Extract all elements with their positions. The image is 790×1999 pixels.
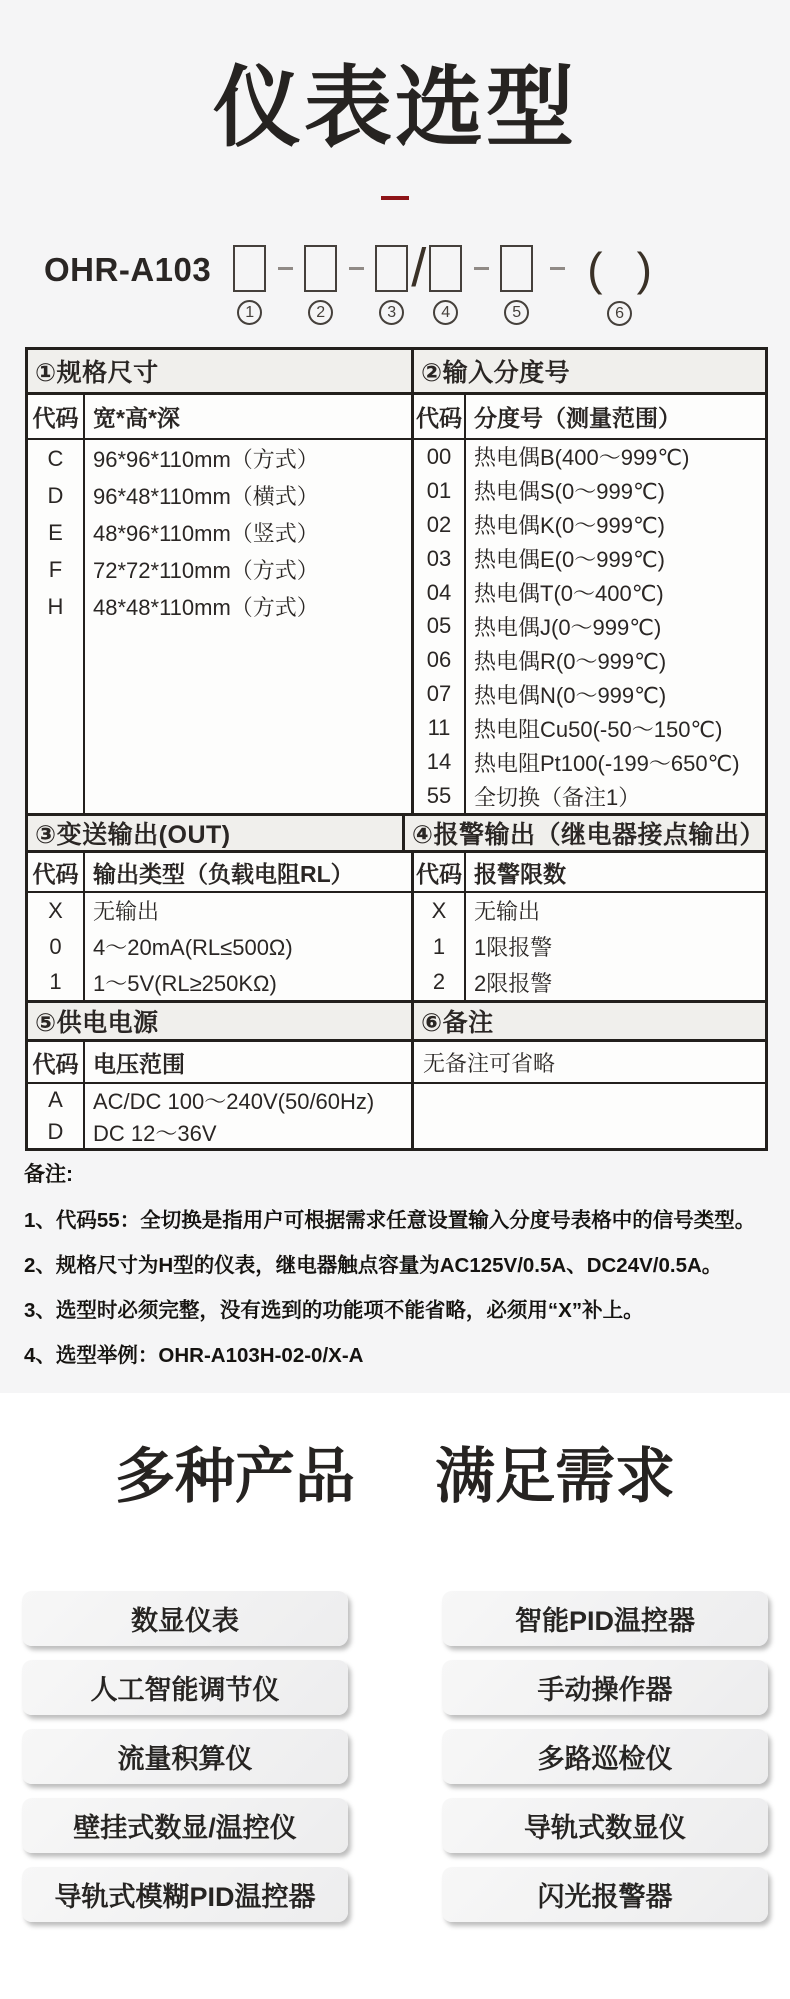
section-band-5-6 — [28, 1000, 765, 1042]
product-button[interactable]: 壁挂式数显/温控仪 — [22, 1798, 348, 1853]
code-header: 代码 — [414, 853, 466, 891]
model-unit-2 — [304, 245, 337, 325]
model-unit-3 — [375, 245, 408, 325]
desc-cell: 1～5V(RL≥250KΩ) — [93, 970, 277, 996]
column-header-row — [28, 853, 765, 893]
section-band-1-2 — [28, 350, 765, 395]
desc-cell: 1限报警 — [474, 935, 553, 960]
pane-spec-size — [28, 440, 411, 813]
desc-header: 报警限数 — [474, 860, 566, 887]
desc-cell: 无输出 — [474, 899, 541, 925]
code-cell: X — [48, 897, 63, 923]
products-section — [0, 1393, 790, 1999]
desc-column — [466, 440, 765, 813]
notes-block — [24, 1158, 772, 1368]
position-marker: 3 — [379, 300, 404, 325]
code-cell: 1 — [49, 969, 62, 995]
pane-transmit-output — [28, 893, 411, 1000]
position-marker: 4 — [433, 300, 458, 325]
code-cell: 55 — [426, 783, 452, 809]
data-row-area — [28, 440, 765, 813]
data-row-area — [28, 1084, 765, 1148]
product-button[interactable]: 数显仪表 — [22, 1591, 348, 1646]
desc-cell: 4～20mA(RL≤500Ω) — [93, 935, 293, 960]
product-button[interactable]: 智能PID温控器 — [442, 1591, 768, 1646]
notes-list — [24, 1203, 772, 1368]
section-title-6: ⑥备注 — [421, 1009, 494, 1037]
product-button[interactable]: 流量积算仪 — [22, 1729, 348, 1784]
desc-cell: 2限报警 — [474, 970, 553, 996]
accent-dash — [381, 196, 409, 200]
code-column — [28, 893, 85, 1000]
code-cell: E — [48, 519, 63, 545]
code-cell: 00 — [426, 443, 452, 469]
code-cell: D — [47, 1119, 64, 1144]
code-header: 代码 — [28, 1042, 85, 1082]
note-item: 2、规格尺寸为H型的仪表，继电器触点容量为AC125V/0.5A、DC24V/0.5A。 — [24, 1254, 723, 1277]
code-header: 代码 — [28, 853, 85, 891]
code-cell: 01 — [426, 477, 452, 503]
pane-input-graduation — [414, 440, 765, 813]
code-cell: 05 — [426, 613, 452, 639]
code-cell: H — [47, 593, 64, 619]
code-column — [414, 893, 466, 1000]
desc-cell: 48*48*110mm（方式） — [93, 595, 319, 620]
model-box — [304, 245, 337, 292]
note-item: 3、选型时必须完整，没有选到的功能项不能省略，必须用“X”补上。 — [24, 1299, 644, 1322]
products-grid — [22, 1591, 768, 1922]
code-column — [28, 1084, 85, 1148]
code-cell: F — [48, 556, 63, 582]
desc-header: 分度号（测量范围） — [474, 405, 681, 431]
desc-cell: 全切换（备注1） — [474, 784, 641, 810]
product-button[interactable]: 导轨式模糊PID温控器 — [22, 1867, 348, 1922]
model-box — [375, 245, 408, 292]
column-header-row — [28, 395, 765, 440]
section-title-4: ④报警输出（继电器接点输出） — [411, 821, 765, 849]
desc-column — [85, 1084, 411, 1148]
code-cell: 02 — [426, 511, 452, 537]
code-cell: 11 — [427, 715, 451, 741]
position-marker: 1 — [237, 300, 262, 325]
section-title-3: ③变送输出(OUT) — [28, 816, 405, 850]
page-title: 仪表选型 — [212, 58, 577, 157]
pane-power-supply — [28, 1084, 411, 1148]
parentheses — [587, 245, 652, 293]
notes-heading: 备注: — [24, 1163, 73, 1186]
section-title-1: ①规格尺寸 — [28, 350, 414, 392]
product-button[interactable]: 人工智能调节仪 — [22, 1660, 348, 1715]
code-cell: 2 — [432, 969, 446, 995]
model-unit-1 — [233, 245, 266, 325]
position-marker: 6 — [607, 301, 632, 326]
code-cell: A — [48, 1087, 63, 1112]
code-cell: 1 — [432, 933, 446, 959]
products-heading-right: 满足需求 — [435, 1443, 675, 1510]
desc-cell: AC/DC 100～240V(50/60Hz) — [93, 1088, 375, 1114]
code-cell: D — [47, 482, 64, 508]
separator-dash — [278, 267, 293, 270]
paren-open: ( — [587, 243, 603, 295]
desc-header: 电压范围 — [93, 1050, 185, 1077]
note-item: 1、代码55：全切换是指用户可根据需求任意设置输入分度号表格中的信号类型。 — [24, 1209, 756, 1232]
model-unit-6 — [587, 245, 652, 326]
desc-cell: 无输出 — [93, 899, 160, 925]
column-header-row — [28, 1042, 765, 1084]
desc-column — [85, 893, 411, 1000]
desc-cell: 48*96*110mm（竖式） — [93, 521, 319, 546]
model-box — [429, 245, 462, 292]
remark-cell: 无备注可省略 — [423, 1050, 556, 1076]
desc-cell: 96*96*110mm（方式） — [93, 447, 319, 472]
position-marker: 2 — [308, 300, 333, 325]
desc-cell: 热电偶K(0～999℃) — [474, 513, 665, 539]
data-row-area — [28, 893, 765, 1000]
model-prefix: OHR-A103 — [44, 251, 212, 288]
code-column — [28, 440, 85, 813]
section-title-2: ②输入分度号 — [421, 359, 571, 387]
products-heading-left: 多种产品 — [115, 1443, 355, 1510]
model-box — [233, 245, 266, 292]
selection-table — [25, 347, 768, 1151]
pane-alarm-output — [414, 893, 765, 1000]
separator-dash — [349, 267, 364, 270]
products-heading — [0, 1443, 790, 1510]
code-cell: 0 — [49, 933, 62, 959]
code-cell: 14 — [426, 749, 452, 775]
code-cell: 03 — [426, 545, 452, 571]
remark-empty-cell — [414, 1084, 765, 1148]
position-marker: 5 — [504, 300, 529, 325]
code-cell: 07 — [426, 681, 452, 707]
code-cell: 06 — [426, 647, 452, 673]
paren-gap — [603, 245, 637, 293]
product-button[interactable]: 多路巡检仪 — [442, 1729, 768, 1784]
desc-cell: DC 12～36V — [93, 1120, 217, 1146]
code-cell: C — [47, 445, 64, 471]
desc-column — [466, 893, 765, 1000]
code-cell: 04 — [426, 579, 452, 605]
model-unit-4 — [429, 245, 462, 325]
paren-close: ) — [636, 243, 652, 295]
desc-column — [85, 440, 411, 813]
desc-cell: 热电偶E(0～999℃) — [474, 547, 665, 573]
desc-header: 宽*高*深 — [93, 405, 180, 431]
note-item: 4、选型举例：OHR-A103H-02-0/X-A — [24, 1344, 364, 1367]
desc-cell: 热电偶T(0～400℃) — [474, 581, 664, 607]
desc-cell: 热电阻Cu50(-50～150℃) — [474, 716, 723, 742]
model-code-line — [44, 238, 652, 326]
code-cell: X — [431, 897, 447, 923]
section-band-3-4 — [28, 813, 765, 853]
desc-cell: 热电偶S(0～999℃) — [474, 479, 665, 505]
desc-header: 输出类型（负载电阻RL） — [93, 860, 354, 887]
code-header: 代码 — [414, 395, 466, 438]
separator-dash — [550, 267, 565, 270]
separator-dash — [474, 267, 489, 270]
desc-cell: 96*48*110mm（横式） — [93, 484, 319, 509]
code-header: 代码 — [28, 395, 85, 438]
section-title-5: ⑤供电电源 — [28, 1003, 414, 1039]
desc-cell: 热电偶B(400～999℃) — [474, 445, 690, 471]
separator-slash: / — [411, 238, 427, 298]
product-button[interactable]: 导轨式数显仪 — [442, 1798, 768, 1853]
model-unit-5 — [500, 245, 533, 325]
product-button[interactable]: 手动操作器 — [442, 1660, 768, 1715]
desc-cell: 热电偶J(0～999℃) — [474, 614, 662, 640]
desc-cell: 72*72*110mm（方式） — [93, 558, 319, 583]
product-button[interactable]: 闪光报警器 — [442, 1867, 768, 1922]
desc-cell: 热电偶N(0～999℃) — [474, 682, 667, 708]
model-box — [500, 245, 533, 292]
desc-cell: 热电偶R(0～999℃) — [474, 648, 667, 674]
code-column — [414, 440, 466, 813]
desc-cell: 热电阻Pt100(-199～650℃) — [474, 750, 740, 776]
